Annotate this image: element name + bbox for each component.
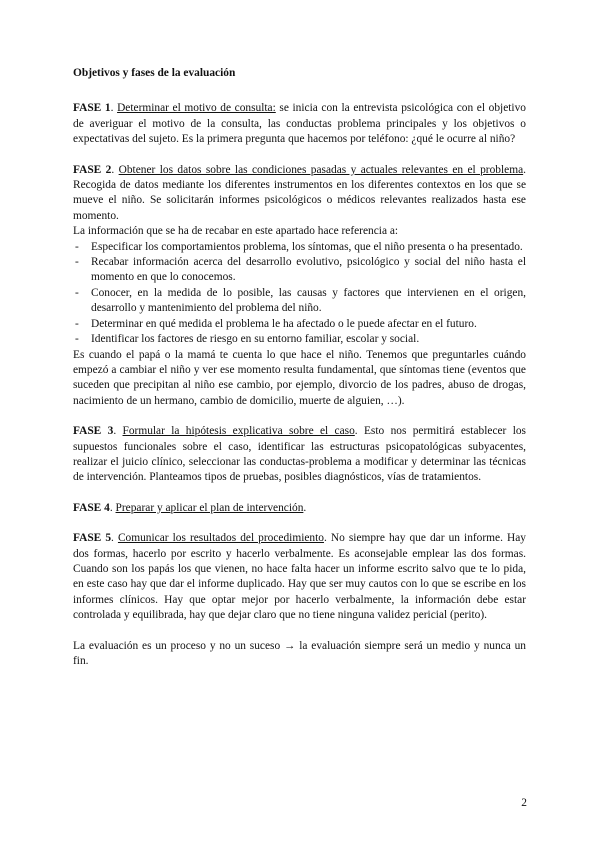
- fase2-intro: La información que se ha de recabar en este apartado hace referencia a:: [73, 225, 399, 238]
- fase2-label: FASE 2: [73, 163, 112, 176]
- list-item: - Determinar en qué medida el problema le ha afectado o le puede afectar en el futuro.: [73, 317, 526, 332]
- list-item: - Conocer, en la medida de lo posible, las causas y factores que intervienen en el origen, desarrollo y mantenimiento del problema del niño.: [73, 286, 526, 317]
- fase5-title: Comunicar los resultados del procedimiento: [117, 532, 324, 545]
- fase5-text: . No siempre hay que dar un informe. Hay dos formas, hacerlo por escrito y hacerlo verbalmente. Es aconsejable emplear las dos formas. Cuando son los papás los que vienen, no hace falta hacer un informe escrito salvo que te lo pida, en este caso hay que dar el informe duplicado. Hay que ser muy cautos con lo que se escribe en los informes clínicos. Hay que optar mejor por hacerlo verbalmente, la información debe estar controlada y equilibrada, hay que dejar claro que no tiene ninguna validez pericial (perito).: [73, 532, 526, 622]
- fase3-label: FASE 3: [73, 425, 114, 438]
- list-item: - Especificar los comportamientos problema, los síntomas, que el niño presenta o ha presentado.: [73, 240, 526, 255]
- fase4-label: FASE 4: [73, 501, 110, 514]
- page-number: 2: [521, 797, 527, 809]
- document-page: [73, 66, 526, 669]
- fase4-paragraph: FASE 4. Preparar y aplicar el plan de intervención.: [73, 501, 307, 514]
- fase2-list: [73, 240, 526, 348]
- fase5-paragraph: FASE 5. Comunicar los resultados del procedimiento. No siempre hay que dar un informe. Hay dos formas, hacerlo por escrito y hacerlo verbalmente. Es aconsejable emplear las dos formas. Cuando son los papás los que vienen, no hace falta hacer un informe escrito salvo que te lo pida, en este caso hay que dar el informe duplicado. Hay que ser muy cautos con lo que se escribe en los informes clínicos. Hay que optar mejor por hacerlo verbalmente, la información debe estar controlada y equilibrada, hay que dejar claro que no tiene ninguna validez pericial (perito).: [73, 532, 526, 622]
- fase2-closing: Es cuando el papá o la mamá te cuenta lo que hace el niño. Tenemos que preguntarles cuándo empezó a cambiar el niño y ver ese momento resulta fundamental, que síntomas tiene (eventos que suceden que precipitan al niño ese cambio, por ejemplo, divorcio de los padres, abuso de drogas, nacimiento de un hermano, cambio de domicilio, muerte de alguien, …).: [73, 348, 526, 407]
- fase4-text: .: [303, 501, 307, 514]
- fase2-paragraph: FASE 2. Obtener los datos sobre las condiciones pasadas y actuales relevantes en el problema. Recogida de datos mediante los diferentes instrumentos en los diferentes contextos en los que se mueve el niño. Se solicitarán informes psicológicos o médicos relevantes realizados hasta ese momento.: [73, 163, 526, 222]
- fase5-label: FASE 5: [73, 532, 112, 545]
- list-item: - Recabar información acerca del desarrollo evolutivo, psicológico y social del niño hasta el momento en que lo conocemos.: [73, 255, 526, 286]
- fase1-text: se inicia con la entrevista psicológica con el objetivo de averiguar el motivo de la consulta, las conductas problema principales y los objetivos o expectativas del sujeto. Es la primera pregunta que hacemos por teléfono: ¿qué le ocurre al niño?: [73, 102, 526, 146]
- conclusion-paragraph: La evaluación es un proceso y no un suceso → la evaluación siempre será un medio y nunca un fin.: [73, 639, 526, 667]
- fase2-text: . Recogida de datos mediante los diferentes instrumentos en los diferentes contextos en los que se mueve el niño. Se solicitarán informes psicológicos o médicos relevantes realizados hasta ese momento.: [73, 163, 526, 222]
- fase1-label: FASE 1: [73, 102, 111, 115]
- fase3-text: . Esto nos permitirá establecer los supuestos funcionales sobre el caso, identificar las estructuras psicopatológicas subyacentes, realizar el juicio clínico, seleccionar las conductas-problema a modificar y determinar las técnicas de intervención. Planteamos tipos de pruebas, posibles diagnósticos, vías de tratamientos.: [73, 425, 526, 484]
- list-item: - Identificar los factores de riesgo en su entorno familiar, escolar y social.: [73, 332, 526, 347]
- fase1-title: Determinar el motivo de consulta:: [117, 102, 276, 115]
- fase2-title: Obtener los datos sobre las condiciones pasadas y actuales relevantes en el problema: [118, 163, 524, 176]
- fase1-paragraph: FASE 1. Determinar el motivo de consulta: se inicia con la entrevista psicológica con el objetivo de averiguar el motivo de la consulta, las conductas problema principales y los objetivos o expectativas del sujeto. Es la primera pregunta que hacemos por teléfono: ¿qué le ocurre al niño?: [73, 102, 526, 146]
- fase3-title: Formular la hipótesis explicativa sobre el caso: [122, 425, 355, 438]
- fase4-title: Preparar y aplicar el plan de intervención: [115, 501, 304, 514]
- fase3-paragraph: FASE 3. Formular la hipótesis explicativa sobre el caso. Esto nos permitirá establecer los supuestos funcionales sobre el caso, identificar las estructuras psicopatológicas subyacentes, realizar el juicio clínico, seleccionar las conductas-problema a modificar y determinar las técnicas de intervención. Planteamos tipos de pruebas, posibles diagnósticos, vías de tratamientos.: [73, 425, 526, 484]
- section-heading: Objetivos y fases de la evaluación: [73, 67, 236, 79]
